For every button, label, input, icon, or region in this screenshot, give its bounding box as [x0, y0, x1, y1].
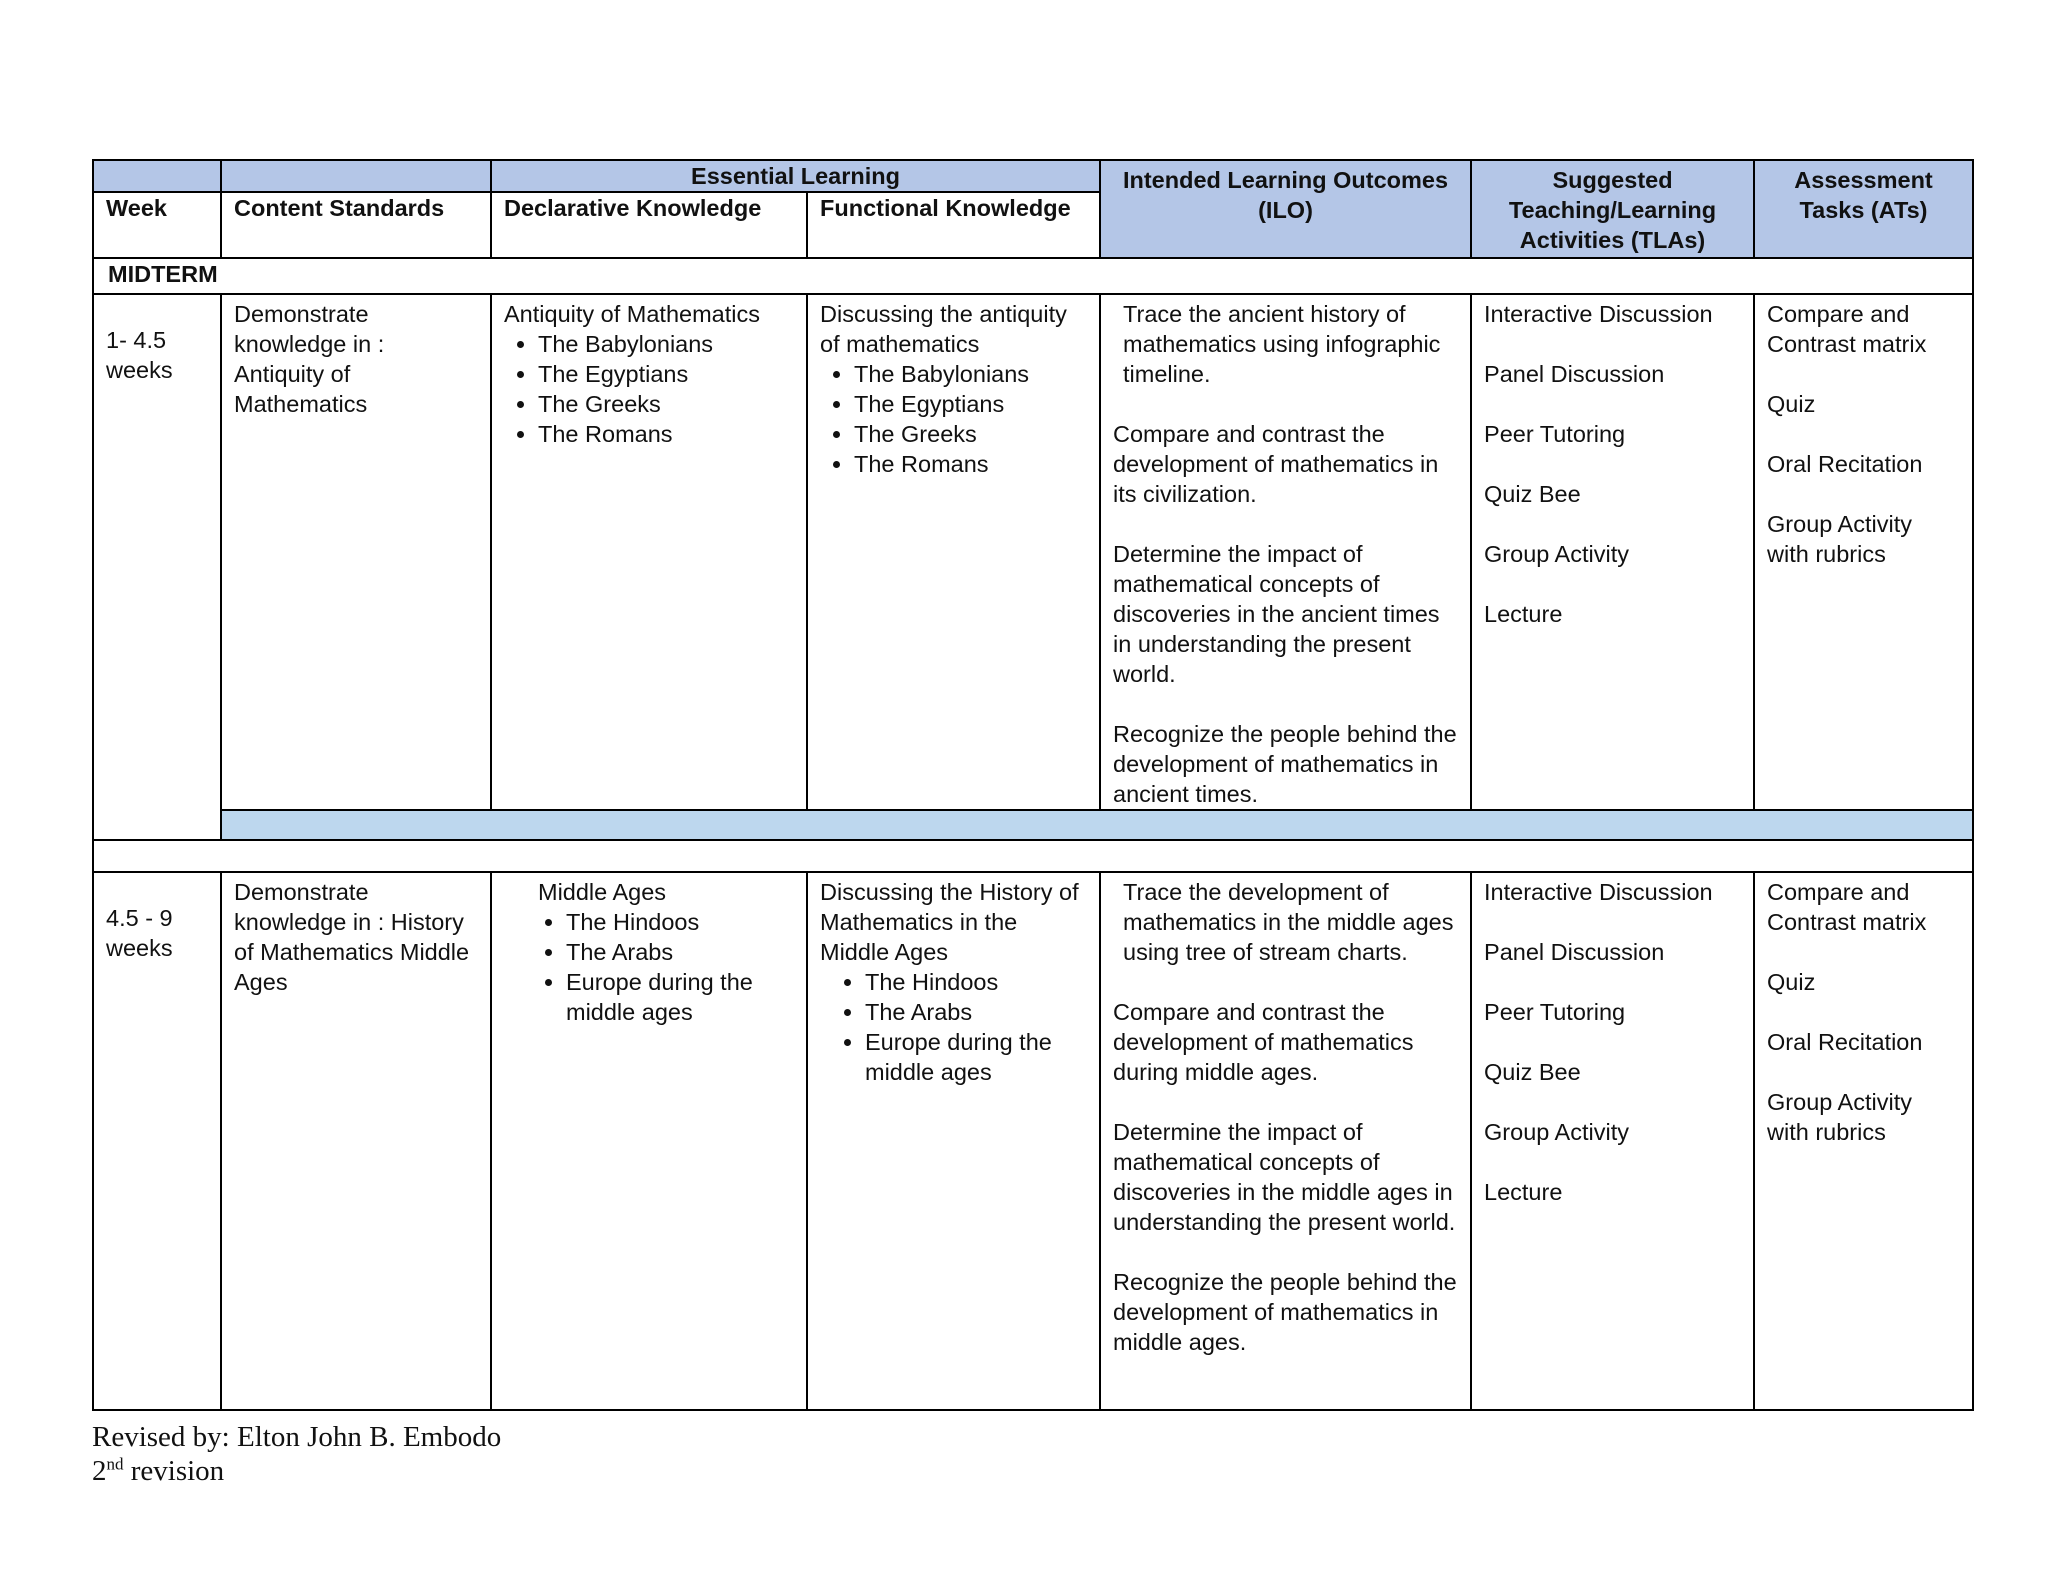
tla-item: Lecture: [1484, 1179, 1563, 1205]
ilo-item: Trace the ancient history of mathematics using infographic timeline.: [1123, 301, 1441, 387]
revision-suffix: nd: [106, 1454, 124, 1474]
declarative-title: Antiquity of Mathematics: [504, 301, 760, 327]
list-item: • Europe during the middle ages: [566, 967, 794, 1027]
list-item: • The Romans: [538, 419, 794, 449]
at-item: Oral Recitation: [1767, 1029, 1923, 1055]
tla-item: Group Activity: [1484, 1119, 1629, 1145]
tla-item: Group Activity: [1484, 541, 1629, 567]
empty-cell: [93, 840, 1973, 872]
revised-by-line: Revised by: Elton John B. Embodo: [92, 1421, 502, 1453]
declarative-title: Middle Ages: [538, 879, 667, 905]
list-item: • The Hindoos: [566, 907, 794, 937]
revision-word: revision: [123, 1455, 225, 1487]
tla-item: Quiz Bee: [1484, 481, 1581, 507]
at-item: Group Activity with rubrics: [1767, 1089, 1912, 1145]
ilo-item: Determine the impact of mathematical concepts of discoveries in the middle ages in understanding the present world.: [1113, 1119, 1456, 1235]
list-item: • The Greeks: [854, 419, 1087, 449]
section-label-midterm: MIDTERM: [93, 258, 1973, 294]
table-row: [93, 294, 1973, 810]
declarative-cell: [491, 872, 807, 1410]
functional-cell: [807, 294, 1100, 810]
at-item: Quiz: [1767, 969, 1816, 995]
content-standard-cell: Demonstrate knowledge in : History of Mathematics Middle Ages: [221, 872, 491, 1410]
list-item: • The Babylonians: [538, 329, 794, 359]
at-item: Compare and Contrast matrix: [1767, 879, 1927, 935]
list-item: • The Hindoos: [865, 967, 1087, 997]
revision-footer: [92, 1420, 501, 1488]
tla-item: Peer Tutoring: [1484, 421, 1626, 447]
list-item: • The Greeks: [538, 389, 794, 419]
tla-item: Interactive Discussion: [1484, 879, 1713, 905]
header-declarative-knowledge: Declarative Knowledge: [491, 192, 807, 258]
at-item: Oral Recitation: [1767, 451, 1923, 477]
week-cell: 4.5 - 9 weeks: [93, 872, 221, 1410]
functional-title: Discussing the antiquity of mathematics: [820, 301, 1067, 357]
list-item: • The Babylonians: [854, 359, 1087, 389]
content-standard-cell: Demonstrate knowledge in : Antiquity of Mathematics: [221, 294, 491, 810]
functional-cell: [807, 872, 1100, 1410]
header-content-spacer: [221, 160, 491, 192]
header-essential-learning: Essential Learning: [491, 160, 1100, 192]
ilo-item: Recognize the people behind the development of mathematics in ancient times.: [1113, 721, 1457, 807]
list-item: • The Egyptians: [854, 389, 1087, 419]
midterm-row: [93, 258, 1973, 294]
ilo-cell: [1100, 294, 1471, 810]
header-functional-knowledge: Functional Knowledge: [807, 192, 1100, 258]
ilo-item: Recognize the people behind the development of mathematics in middle ages.: [1113, 1269, 1457, 1355]
list-item: • The Romans: [854, 449, 1087, 479]
at-item: Quiz: [1767, 391, 1816, 417]
at-item: Group Activity with rubrics: [1767, 511, 1912, 567]
at-item: Compare and Contrast matrix: [1767, 301, 1927, 357]
ilo-item: Determine the impact of mathematical concepts of discoveries in the ancient times in understanding the present world.: [1113, 541, 1440, 687]
week-cell: 1- 4.5 weeks: [93, 294, 221, 840]
header-row-top: [93, 160, 1973, 192]
header-week-spacer: [93, 160, 221, 192]
declarative-cell: [491, 294, 807, 810]
ilo-item: Trace the development of mathematics in the middle ages using tree of stream charts.: [1123, 879, 1454, 965]
list-item: • Europe during the middle ages: [865, 1027, 1087, 1087]
header-tla: Suggested Teaching/Learning Activities (TLAs): [1471, 160, 1754, 258]
tla-item: Lecture: [1484, 601, 1563, 627]
tla-item: Quiz Bee: [1484, 1059, 1581, 1085]
list-item: • The Arabs: [865, 997, 1087, 1027]
revision-line: [92, 1454, 501, 1488]
at-cell: [1754, 872, 1973, 1410]
tla-cell: [1471, 872, 1754, 1410]
header-at: Assessment Tasks (ATs): [1754, 160, 1973, 258]
declarative-list: [504, 329, 794, 449]
functional-list: [820, 967, 1087, 1087]
revision-number: 2: [92, 1455, 107, 1487]
declarative-list: [504, 907, 794, 1027]
functional-title: Discussing the History of Mathematics in the Middle Ages: [820, 879, 1079, 965]
at-cell: [1754, 294, 1973, 810]
list-item: • The Egyptians: [538, 359, 794, 389]
table-row: [93, 872, 1973, 1410]
ilo-cell: [1100, 872, 1471, 1410]
tla-cell: [1471, 294, 1754, 810]
empty-row: [93, 840, 1973, 872]
ilo-item: Compare and contrast the development of mathematics in its civilization.: [1113, 421, 1439, 507]
band-row: [93, 810, 1973, 840]
syllabus-table: [92, 159, 1974, 1411]
header-content-standards: Content Standards: [221, 192, 491, 258]
tla-item: Interactive Discussion: [1484, 301, 1713, 327]
tla-item: Panel Discussion: [1484, 361, 1665, 387]
separator-band: [221, 810, 1973, 840]
tla-item: Panel Discussion: [1484, 939, 1665, 965]
functional-list: [820, 359, 1087, 479]
tla-item: Peer Tutoring: [1484, 999, 1626, 1025]
list-item: • The Arabs: [566, 937, 794, 967]
header-week: Week: [93, 192, 221, 258]
ilo-item: Compare and contrast the development of mathematics during middle ages.: [1113, 999, 1414, 1085]
header-ilo: Intended Learning Outcomes (ILO): [1100, 160, 1471, 258]
